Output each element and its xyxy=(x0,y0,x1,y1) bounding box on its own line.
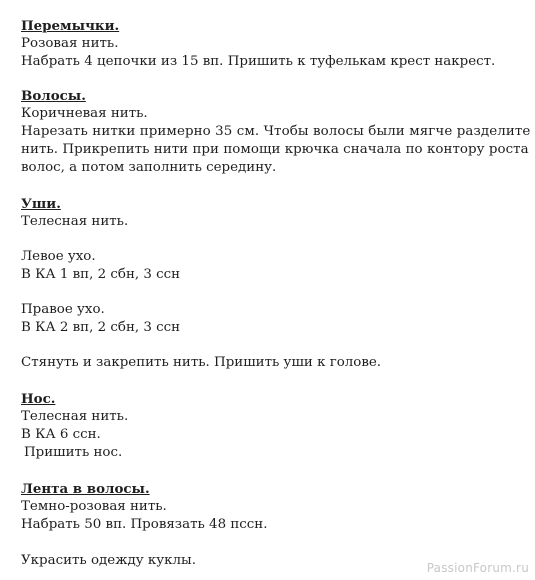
section-nose xyxy=(21,390,526,462)
right-ear-label: Правое ухо. xyxy=(21,302,105,317)
text-line: Набрать 50 вп. Провязать 48 пссн. xyxy=(21,517,268,532)
left-ear-row: В КА 1 вп, 2 сбн, 3 ссн xyxy=(21,267,181,282)
left-ear-label: Левое ухо. xyxy=(21,249,96,264)
text-line: Телесная нить. xyxy=(21,409,129,424)
ears-finish: Стянуть и закрепить нить. Пришить уши к голове. xyxy=(21,355,382,370)
section-title: Нос. xyxy=(21,391,56,407)
text-line: Телесная нить. xyxy=(21,214,129,229)
text-line: Розовая нить. xyxy=(21,36,119,51)
text-line: Пришить нос. xyxy=(24,445,123,460)
section-straps xyxy=(21,17,526,71)
section-title: Лента в волосы. xyxy=(21,481,150,497)
watermark: PassionForum.ru xyxy=(426,561,529,575)
document-body xyxy=(21,17,531,570)
section-ears xyxy=(21,195,526,372)
right-ear-row: В КА 2 вп, 2 сбн, 3 ссн xyxy=(21,320,181,335)
section-title: Уши. xyxy=(21,196,61,212)
text-line: волос, а потом заполнить середину. xyxy=(21,160,277,175)
text-line: Нарезать нитки примерно 35 см. Чтобы волосы были мягче разделите xyxy=(21,124,531,139)
text-line: Набрать 4 цепочки из 15 вп. Пришить к туфелькам крест накрест. xyxy=(21,54,496,69)
section-title: Перемычки. xyxy=(21,18,120,34)
text-line: Темно-розовая нить. xyxy=(21,499,167,514)
section-title: Волосы. xyxy=(21,88,86,104)
section-ribbon xyxy=(21,480,526,534)
text-line: нить. Прикрепить нити при помощи крючка сначала по контору роста xyxy=(21,142,529,157)
text-line: Коричневая нить. xyxy=(21,106,148,121)
text-line: В КА 6 ссн. xyxy=(21,427,101,442)
section-hair xyxy=(21,87,531,177)
closing-line: Украсить одежду куклы. xyxy=(21,553,196,568)
